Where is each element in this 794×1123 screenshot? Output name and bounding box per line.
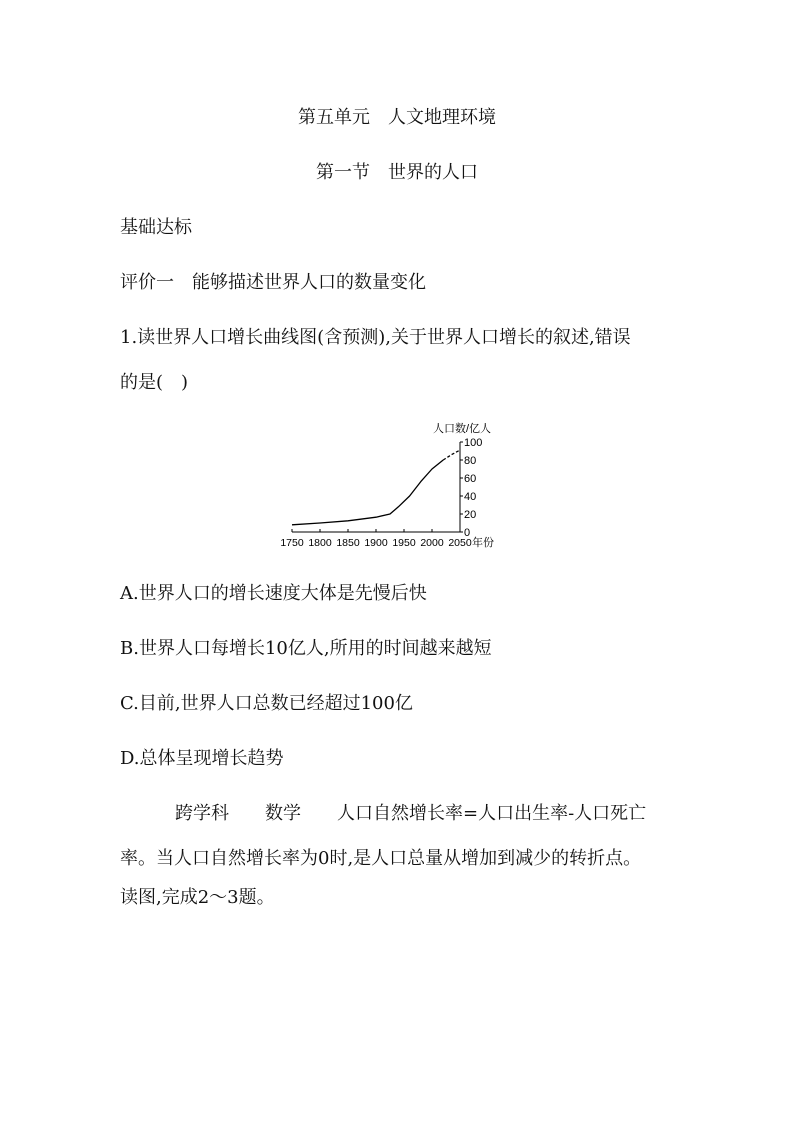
x-tick-label: 1800 <box>308 537 332 549</box>
x-axis-title: 年份 <box>472 537 494 549</box>
section-title: 第一节 世界的人口 <box>316 162 478 183</box>
cross-discipline-line-3: 读图,完成2～3题。 <box>120 887 275 908</box>
x-tick-label: 1950 <box>392 537 416 549</box>
x-tick-label: 2000 <box>420 537 444 549</box>
option-d: D.总体呈现增长趋势 <box>120 748 284 769</box>
population-growth-chart <box>280 415 520 555</box>
y-tick-label: 20 <box>464 509 477 521</box>
x-tick-label: 2050 <box>448 537 472 549</box>
y-tick-label: 40 <box>464 491 477 503</box>
x-tick-label: 1750 <box>280 537 304 549</box>
section-heading: 基础达标 <box>120 217 192 238</box>
y-tick-label: 60 <box>464 473 477 485</box>
y-axis-title: 人口数/亿人 <box>432 423 492 435</box>
option-a: A.世界人口的增长速度大体是先慢后快 <box>120 583 427 604</box>
question-1-stem-line-2: 的是( ) <box>120 372 189 393</box>
cross-discipline-line-1: 跨学科 数学 人口自然增长率=人口出生率-人口死亡 <box>175 803 647 824</box>
unit-title: 第五单元 人文地理环境 <box>298 107 496 128</box>
y-tick-label: 100 <box>464 437 483 449</box>
x-tick-label: 1850 <box>336 537 360 549</box>
cross-discipline-line-2: 率。当人口自然增长率为0时,是人口总量从增加到减少的转折点。 <box>120 848 642 869</box>
y-tick-label: 80 <box>464 455 477 467</box>
population-curve <box>292 460 443 525</box>
evaluation-heading: 评价一 能够描述世界人口的数量变化 <box>120 272 426 293</box>
projection-curve <box>443 450 460 460</box>
x-tick-label: 1900 <box>364 537 388 549</box>
question-1-stem-line-1: 1.读世界人口增长曲线图(含预测),关于世界人口增长的叙述,错误 <box>120 327 631 348</box>
chart-plot-area <box>280 421 494 549</box>
y-tick-label: 0 <box>464 527 471 539</box>
option-b: B.世界人口每增长10亿人,所用的时间越来越短 <box>120 638 492 659</box>
option-c: C.目前,世界人口总数已经超过100亿 <box>120 693 413 714</box>
